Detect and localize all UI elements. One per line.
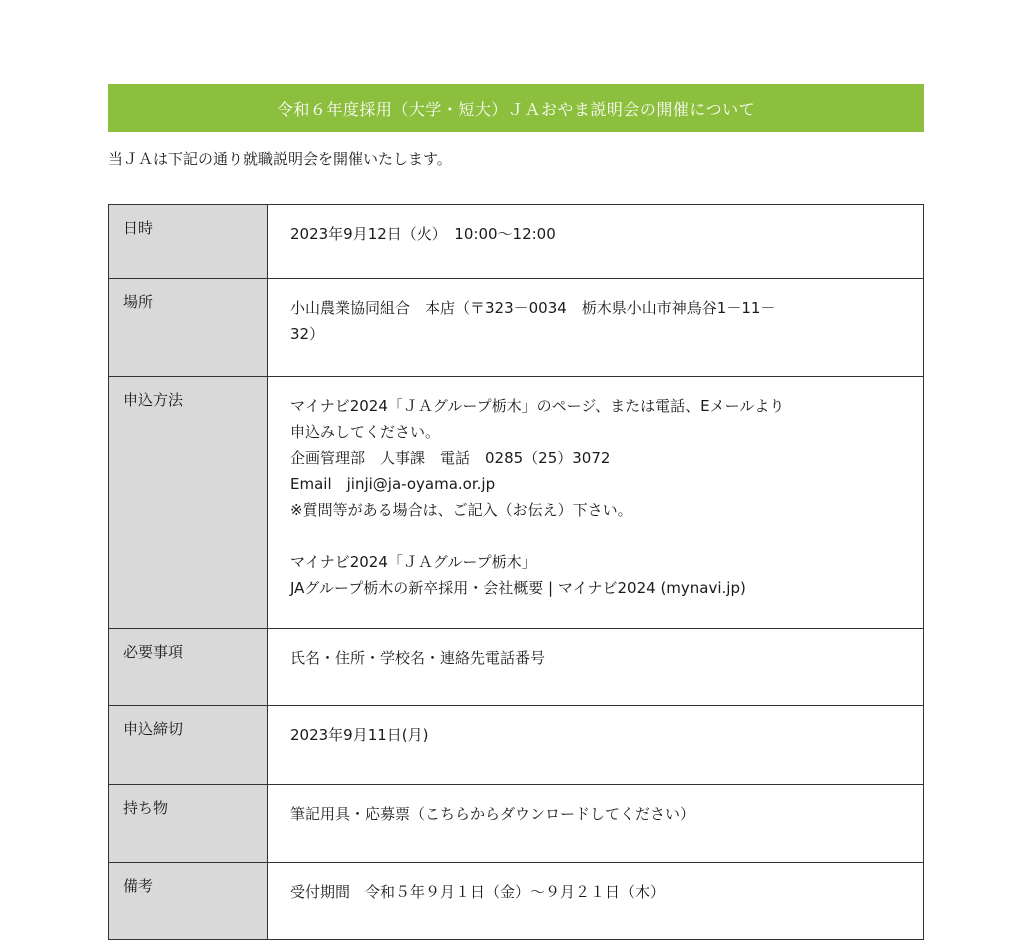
apply-phone: 企画管理部 人事課 電話 0285（25）3072: [290, 449, 611, 467]
row-value-place: [268, 279, 924, 377]
row-value-apply: [268, 377, 924, 629]
table-row-required: [109, 629, 924, 706]
row-label-required: 必要事項: [109, 629, 268, 706]
row-value-items: [268, 785, 924, 863]
apply-line-2: 申込みしてください。: [290, 423, 441, 441]
place-line-1: 小山農業協同組合 本店（〒323－0034 栃木県小山市神鳥谷1－11－: [290, 299, 776, 317]
row-label-apply: 申込方法: [109, 377, 268, 629]
row-label-notes: 備考: [109, 863, 268, 940]
page-title: 令和６年度採用（大学・短大）ＪＡおやま説明会の開催について: [276, 99, 756, 119]
table-row-notes: [109, 863, 924, 940]
intro-text: 当ＪＡは下記の通り就職説明会を開催いたします。: [108, 150, 452, 168]
required-value: 氏名・住所・学校名・連絡先電話番号: [290, 649, 546, 667]
row-label-items: 持ち物: [109, 785, 268, 863]
event-info-table: [108, 204, 924, 940]
apply-mynavi-label: マイナビ2024「ＪＡグループ栃木」: [290, 553, 537, 571]
spacer: [290, 523, 901, 549]
table-row-apply: [109, 377, 924, 629]
datetime-value: 2023年9月12日（火） 10:00～12:00: [290, 225, 556, 243]
page-title-banner: [108, 84, 924, 132]
items-value: 筆記用具・応募票（こちらからダウンロードしてください）: [290, 805, 696, 823]
notes-value: 受付期間 令和５年９月１日（金）～９月２１日（木）: [290, 883, 666, 901]
table-row-place: [109, 279, 924, 377]
apply-mynavi-link[interactable]: JAグループ栃木の新卒採用・会社概要 | マイナビ2024 (mynavi.jp): [290, 579, 746, 597]
row-value-required: [268, 629, 924, 706]
row-value-deadline: [268, 706, 924, 785]
row-label-place: 場所: [109, 279, 268, 377]
table-row-deadline: [109, 706, 924, 785]
apply-email: Email jinji@ja-oyama.or.jp: [290, 475, 496, 493]
table-row-datetime: [109, 205, 924, 279]
place-line-2: 32）: [290, 325, 325, 343]
apply-note: ※質問等がある場合は、ご記入（お伝え）下さい。: [290, 501, 633, 519]
row-value-notes: [268, 863, 924, 940]
table-row-items: [109, 785, 924, 863]
row-value-datetime: [268, 205, 924, 279]
deadline-value: 2023年9月11日(月): [290, 726, 429, 744]
row-label-datetime: 日時: [109, 205, 268, 279]
apply-line-1: マイナビ2024「ＪＡグループ栃木」のページ、または電話、Eメールより: [290, 397, 785, 415]
row-label-deadline: 申込締切: [109, 706, 268, 785]
